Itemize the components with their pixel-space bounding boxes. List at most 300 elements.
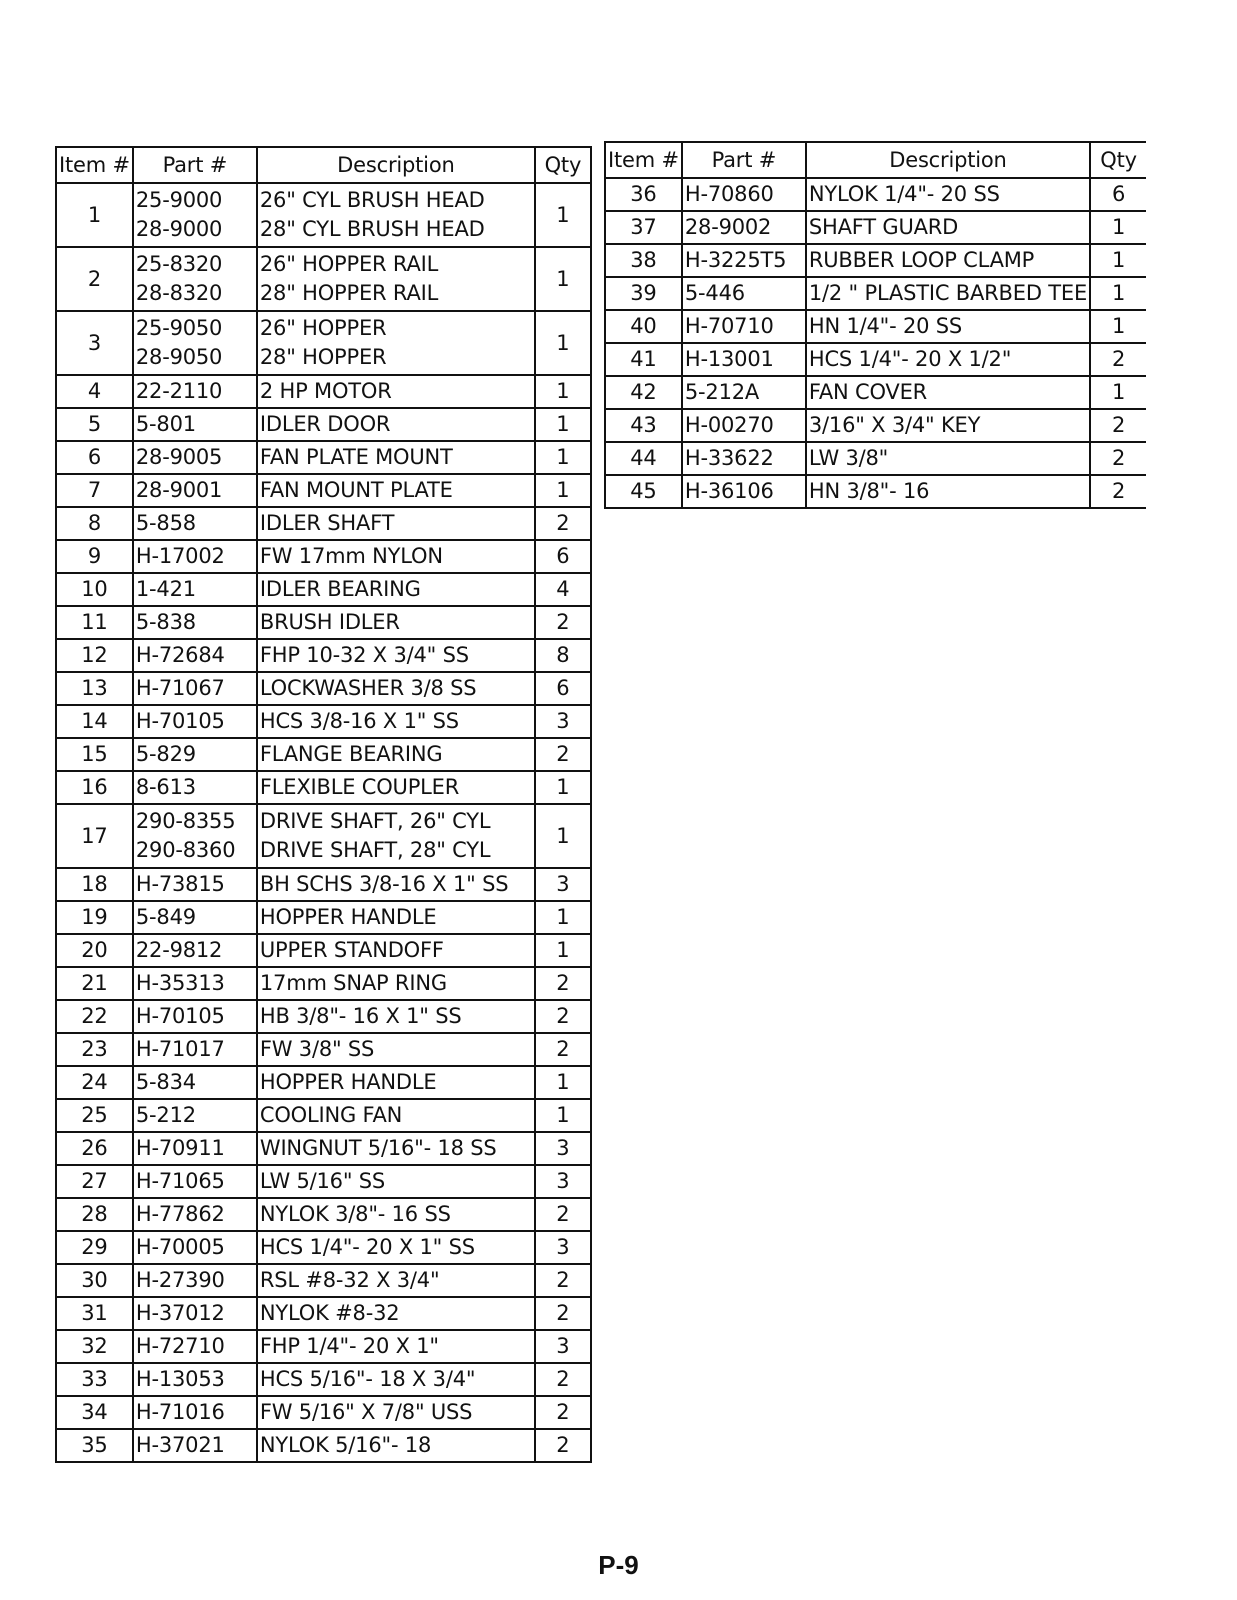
item-number: 37 [605,211,682,244]
part-number-cell [682,277,806,310]
table-row [56,441,591,474]
part-number: 1-421 [135,577,196,601]
part-number: H-3225T5 [684,248,787,272]
description: BH SCHS 3/8-16 X 1" SS [259,872,509,896]
description: HCS 5/16"- 18 X 3/4" [259,1367,476,1391]
part-number: H-70005 [135,1235,225,1259]
table-row [605,376,1146,409]
table-row [56,1231,591,1264]
item-number: 33 [56,1363,133,1396]
quantity: 2 [535,738,591,771]
description: FHP 1/4"- 20 X 1" [259,1334,439,1358]
item-number: 25 [56,1099,133,1132]
description-cell [257,1264,535,1297]
item-number: 42 [605,376,682,409]
item-number: 20 [56,934,133,967]
description: FW 3/8" SS [259,1037,375,1061]
part-number: H-13053 [135,1367,225,1391]
part-number: H-73815 [135,872,225,896]
item-number: 1 [56,183,133,247]
description: NYLOK 5/16"- 18 [259,1433,432,1457]
table-row [56,901,591,934]
part-number: 28-8320 [135,281,223,305]
item-number: 38 [605,244,682,277]
table-row [605,178,1146,211]
table-row [605,475,1146,508]
quantity: 2 [535,1363,591,1396]
item-number: 32 [56,1330,133,1363]
quantity: 2 [535,606,591,639]
description: SHAFT GUARD [808,215,959,239]
description-cell [257,1231,535,1264]
item-number: 34 [56,1396,133,1429]
part-number: 28-9002 [684,215,772,239]
item-number: 3 [56,311,133,375]
quantity: 1 [535,804,591,868]
part-number: H-33622 [684,446,774,470]
quantity: 1 [1090,211,1146,244]
item-number: 24 [56,1066,133,1099]
part-number: 5-834 [135,1070,196,1094]
part-number: H-37021 [135,1433,225,1457]
part-number: 5-858 [135,511,196,535]
item-number: 11 [56,606,133,639]
part-number-cell [133,474,257,507]
part-number-cell [133,408,257,441]
parts-table-right [604,141,1146,509]
description-cell [257,804,535,868]
item-number: 30 [56,1264,133,1297]
description: LW 3/8" [808,446,889,470]
part-number: H-35313 [135,971,225,995]
part-number: 28-9000 [135,217,223,241]
part-number-cell [133,934,257,967]
description: FAN PLATE MOUNT [259,445,453,469]
table-row [56,1297,591,1330]
part-number: H-70105 [135,1004,225,1028]
header-item: Item # [605,142,682,178]
quantity: 1 [535,474,591,507]
description: 28" HOPPER [259,345,387,369]
part-number: 5-849 [135,905,196,929]
table-row [56,672,591,705]
description: FW 5/16" X 7/8" USS [259,1400,473,1424]
table-row [56,606,591,639]
table-row [56,868,591,901]
item-number: 44 [605,442,682,475]
part-number: 290-8360 [135,838,236,862]
header-description: Description [806,142,1090,178]
part-number-cell [133,311,257,375]
quantity: 3 [535,1330,591,1363]
item-number: 10 [56,573,133,606]
description-cell [257,738,535,771]
quantity: 2 [535,1264,591,1297]
description-cell [257,934,535,967]
part-number-cell [133,639,257,672]
description-cell [257,1396,535,1429]
part-number-cell [682,475,806,508]
description-cell [257,868,535,901]
table-row [56,474,591,507]
part-number-cell [133,804,257,868]
table-header-row [56,147,591,183]
quantity: 2 [535,507,591,540]
description: HOPPER HANDLE [259,905,437,929]
description: 28" CYL BRUSH HEAD [259,217,485,241]
item-number: 17 [56,804,133,868]
table-row [605,442,1146,475]
item-number: 31 [56,1297,133,1330]
quantity: 3 [535,1231,591,1264]
table-row [56,311,591,375]
quantity: 1 [1090,376,1146,409]
part-number: 5-829 [135,742,196,766]
part-number: H-70710 [684,314,774,338]
description: 26" CYL BRUSH HEAD [259,188,485,212]
quantity: 1 [535,375,591,408]
item-number: 14 [56,705,133,738]
description: HN 1/4"- 20 SS [808,314,963,338]
part-number: H-27390 [135,1268,225,1292]
quantity: 1 [535,183,591,247]
description-cell [257,474,535,507]
table-row [56,1099,591,1132]
part-number: 28-9005 [135,445,223,469]
table-row [605,409,1146,442]
table-row [56,639,591,672]
description: IDLER SHAFT [259,511,395,535]
description-cell [257,441,535,474]
table-row [56,183,591,247]
quantity: 2 [535,1198,591,1231]
description-cell [257,1363,535,1396]
quantity: 1 [535,1066,591,1099]
table-row [56,1165,591,1198]
part-number-cell [133,183,257,247]
quantity: 1 [535,901,591,934]
description: NYLOK 3/8"- 16 SS [259,1202,451,1226]
part-number-cell [133,1099,257,1132]
part-number: H-36106 [684,479,774,503]
table-row [56,1429,591,1462]
description: IDLER DOOR [259,412,391,436]
quantity: 8 [535,639,591,672]
table-row [56,247,591,311]
part-number-cell [133,738,257,771]
description-cell [257,967,535,1000]
quantity: 1 [535,934,591,967]
description-cell [257,1000,535,1033]
part-number-cell [133,1000,257,1033]
part-number-cell [133,901,257,934]
header-part: Part # [682,142,806,178]
table-row [56,705,591,738]
part-number-cell [682,442,806,475]
table-row [56,1033,591,1066]
description: LOCKWASHER 3/8 SS [259,676,477,700]
description: FLEXIBLE COUPLER [259,775,460,799]
quantity: 1 [535,408,591,441]
item-number: 4 [56,375,133,408]
part-number: 5-446 [684,281,745,305]
item-number: 5 [56,408,133,441]
page-number: P-9 [598,1550,639,1580]
table-row [56,540,591,573]
part-number: 22-2110 [135,379,223,403]
description: HCS 1/4"- 20 X 1/2" [808,347,1012,371]
description: 1/2 " PLASTIC BARBED TEE [808,281,1088,305]
header-qty: Qty [535,147,591,183]
parts-table-left [55,146,592,1463]
item-number: 18 [56,868,133,901]
table-row [605,277,1146,310]
description-cell [257,375,535,408]
part-number: 8-613 [135,775,196,799]
description-cell [257,507,535,540]
part-number: H-71065 [135,1169,225,1193]
item-number: 28 [56,1198,133,1231]
part-number-cell [133,672,257,705]
part-number: H-71016 [135,1400,225,1424]
part-number-cell [133,1297,257,1330]
part-number: 5-212A [684,380,760,404]
quantity: 6 [535,540,591,573]
quantity: 2 [535,1396,591,1429]
description-cell [257,606,535,639]
part-number: H-77862 [135,1202,225,1226]
table-row [605,211,1146,244]
item-number: 41 [605,343,682,376]
description-cell [257,672,535,705]
description-cell [257,311,535,375]
part-number-cell [133,540,257,573]
part-number-cell [133,705,257,738]
quantity: 3 [535,705,591,738]
item-number: 23 [56,1033,133,1066]
part-number-cell [133,1033,257,1066]
description-cell [806,343,1090,376]
quantity: 2 [535,1429,591,1462]
description-cell [257,247,535,311]
item-number: 35 [56,1429,133,1462]
description-cell [257,705,535,738]
part-number-cell [133,1264,257,1297]
description: HN 3/8"- 16 [808,479,930,503]
header-description: Description [257,147,535,183]
table-row [56,375,591,408]
quantity: 2 [535,1000,591,1033]
table-row [56,738,591,771]
description-cell [806,178,1090,211]
item-number: 29 [56,1231,133,1264]
table-row [56,967,591,1000]
item-number: 26 [56,1132,133,1165]
quantity: 2 [1090,442,1146,475]
part-number-cell [133,1066,257,1099]
part-number-cell [682,376,806,409]
quantity: 1 [1090,277,1146,310]
part-number: H-13001 [684,347,774,371]
description: FW 17mm NYLON [259,544,443,568]
part-number: H-37012 [135,1301,225,1325]
item-number: 45 [605,475,682,508]
description-cell [257,639,535,672]
description: HB 3/8"- 16 X 1" SS [259,1004,462,1028]
quantity: 3 [535,1132,591,1165]
quantity: 1 [1090,244,1146,277]
description-cell [257,1330,535,1363]
quantity: 1 [535,771,591,804]
description-cell [806,211,1090,244]
description-cell [806,442,1090,475]
part-number: H-71017 [135,1037,225,1061]
header-part: Part # [133,147,257,183]
table-row [56,1264,591,1297]
part-number-cell [133,771,257,804]
description-cell [806,277,1090,310]
item-number: 2 [56,247,133,311]
table-row [56,1330,591,1363]
part-number-cell [133,441,257,474]
item-number: 43 [605,409,682,442]
header-item: Item # [56,147,133,183]
description: RUBBER LOOP CLAMP [808,248,1035,272]
description-cell [257,1033,535,1066]
quantity: 1 [535,311,591,375]
item-number: 7 [56,474,133,507]
part-number-cell [133,1429,257,1462]
parts-table-left-body [56,183,591,1462]
table-row [605,343,1146,376]
part-number: H-70105 [135,709,225,733]
description: 3/16" X 3/4" KEY [808,413,981,437]
part-number-cell [133,1396,257,1429]
item-number: 15 [56,738,133,771]
part-number-cell [133,1132,257,1165]
description: IDLER BEARING [259,577,421,601]
table-row [56,1000,591,1033]
part-number-cell [133,507,257,540]
part-number: H-71067 [135,676,225,700]
description: DRIVE SHAFT, 26" CYL [259,809,491,833]
part-number-cell [133,1165,257,1198]
quantity: 4 [535,573,591,606]
description-cell [257,408,535,441]
quantity: 6 [1090,178,1146,211]
description-cell [257,1099,535,1132]
description: NYLOK 1/4"- 20 SS [808,182,1000,206]
part-number: 25-8320 [135,252,223,276]
description: FHP 10-32 X 3/4" SS [259,643,469,667]
description: UPPER STANDOFF [259,938,444,962]
description-cell [257,540,535,573]
part-number-cell [133,1198,257,1231]
part-number-cell [133,1330,257,1363]
item-number: 22 [56,1000,133,1033]
part-number-cell [682,409,806,442]
quantity: 3 [535,868,591,901]
description: LW 5/16" SS [259,1169,386,1193]
table-header-row [605,142,1146,178]
table-row [56,934,591,967]
table-row [56,804,591,868]
description-cell [257,1297,535,1330]
description-cell [257,1066,535,1099]
description-cell [257,1165,535,1198]
table-row [56,408,591,441]
description-cell [257,573,535,606]
description-cell [806,409,1090,442]
description-cell [806,475,1090,508]
quantity: 2 [1090,409,1146,442]
description-cell [257,1198,535,1231]
item-number: 12 [56,639,133,672]
item-number: 13 [56,672,133,705]
description: BRUSH IDLER [259,610,400,634]
quantity: 2 [535,967,591,1000]
part-number: H-17002 [135,544,225,568]
description: FAN COVER [808,380,928,404]
part-number: 5-212 [135,1103,196,1127]
header-qty: Qty [1090,142,1146,178]
part-number-cell [682,244,806,277]
part-number-cell [682,178,806,211]
quantity: 1 [1090,310,1146,343]
table-row [605,310,1146,343]
description: 2 HP MOTOR [259,379,392,403]
description: DRIVE SHAFT, 28" CYL [259,838,491,862]
description-cell [806,310,1090,343]
item-number: 6 [56,441,133,474]
description: 26" HOPPER RAIL [259,252,439,276]
part-number: 5-801 [135,412,196,436]
part-number-cell [133,247,257,311]
table-row [605,244,1146,277]
table-row [56,1132,591,1165]
description: 26" HOPPER [259,316,387,340]
description: HCS 1/4"- 20 X 1" SS [259,1235,475,1259]
item-number: 40 [605,310,682,343]
part-number: H-00270 [684,413,774,437]
description: WINGNUT 5/16"- 18 SS [259,1136,497,1160]
part-number-cell [133,573,257,606]
table-row [56,1066,591,1099]
part-number-cell [682,310,806,343]
description-cell [806,376,1090,409]
item-number: 39 [605,277,682,310]
part-number: H-72684 [135,643,225,667]
part-number: H-70860 [684,182,774,206]
description: NYLOK #8-32 [259,1301,400,1325]
description-cell [806,244,1090,277]
part-number: H-70911 [135,1136,225,1160]
part-number-cell [682,211,806,244]
description: FAN MOUNT PLATE [259,478,453,502]
quantity: 2 [535,1297,591,1330]
description: HCS 3/8-16 X 1" SS [259,709,459,733]
description-cell [257,1132,535,1165]
item-number: 21 [56,967,133,1000]
quantity: 6 [535,672,591,705]
part-number-cell [133,375,257,408]
quantity: 2 [1090,475,1146,508]
item-number: 9 [56,540,133,573]
quantity: 2 [535,1033,591,1066]
part-number: 290-8355 [135,809,236,833]
item-number: 19 [56,901,133,934]
table-row [56,1198,591,1231]
